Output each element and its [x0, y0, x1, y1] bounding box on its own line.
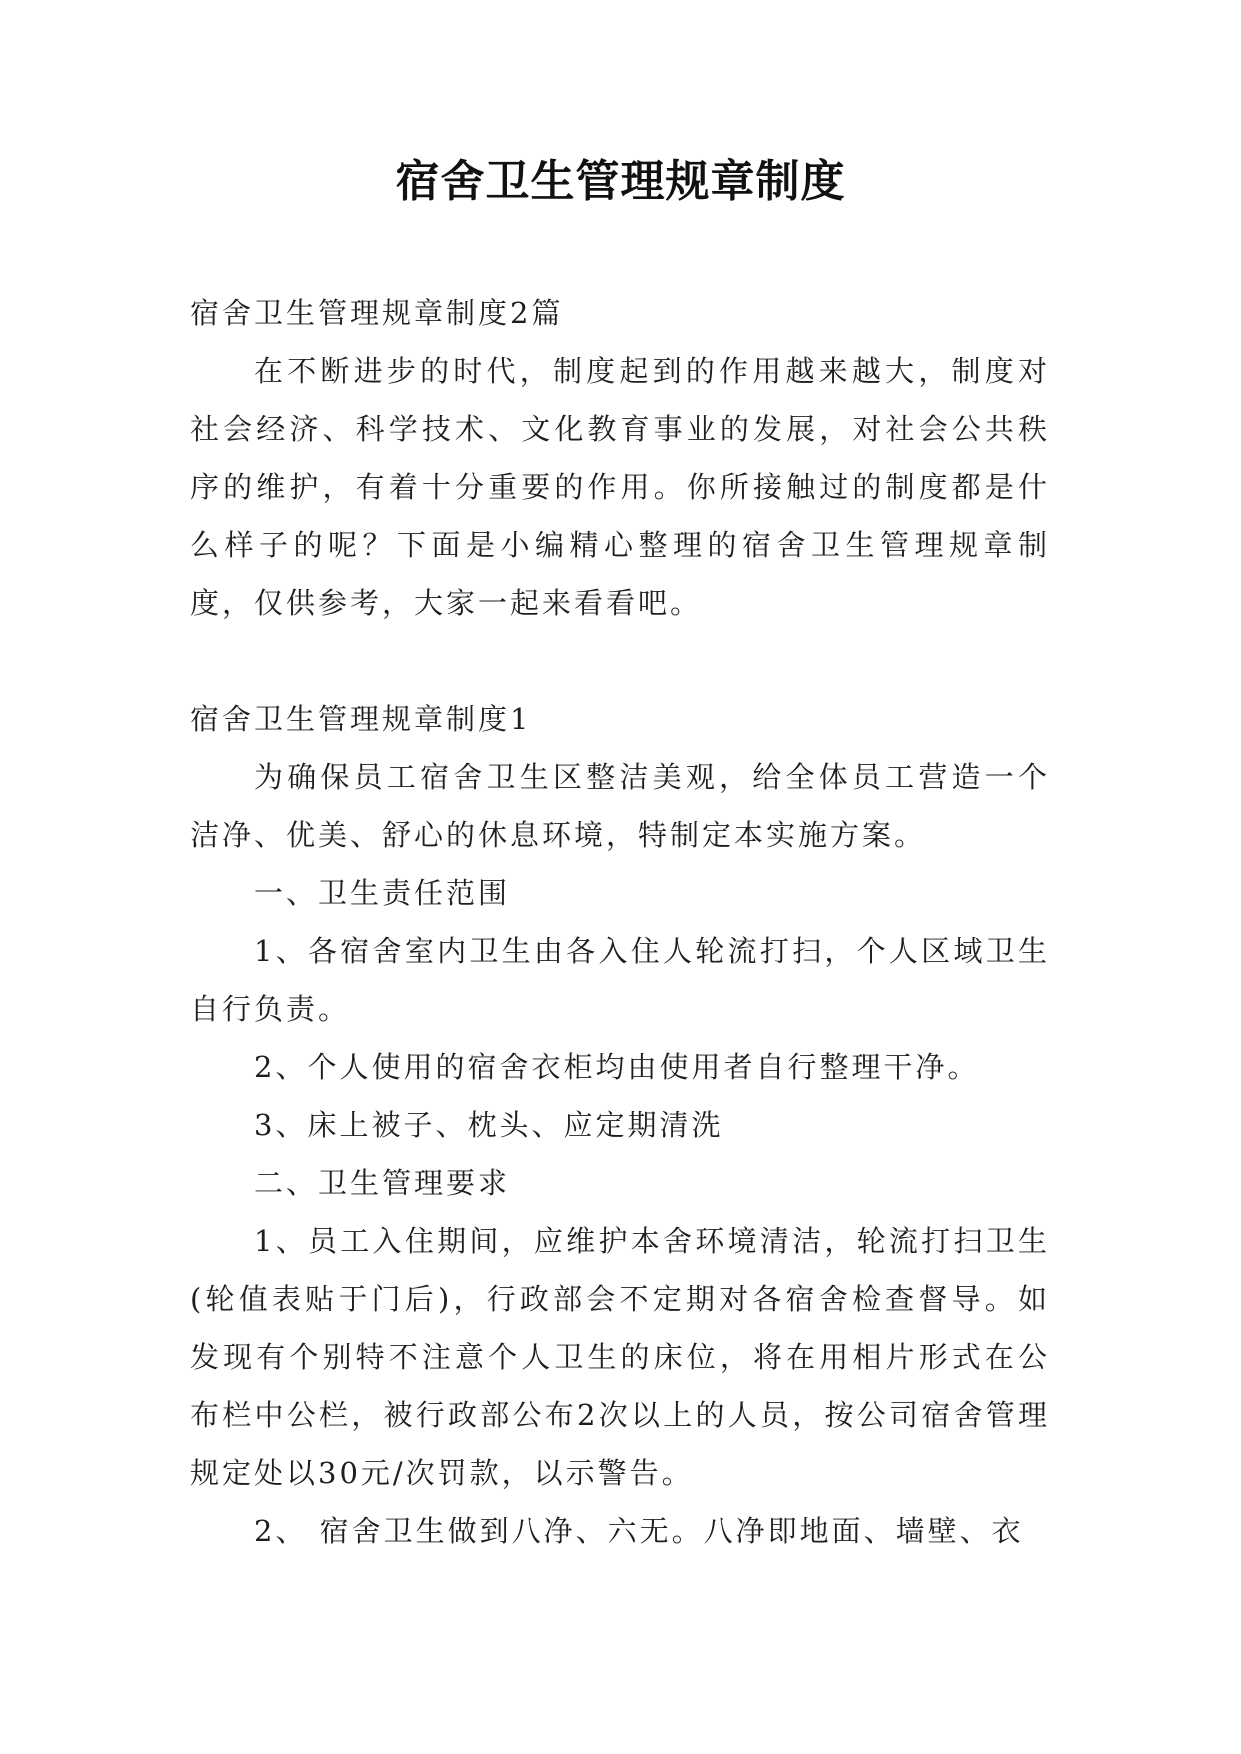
section-heading-regulation-1: 宿舍卫生管理规章制度1	[190, 702, 532, 736]
section-heading-collection: 宿舍卫生管理规章制度2篇	[190, 296, 564, 330]
list-item: 1、员工入住期间，应维护本舍环境清洁，轮流打扫卫生(轮值表贴于门后)，行政部会不定期对各宿舍检查督导。如发现有个别特不注意个人卫生的床位，将在用相片形式在公布栏中公栏，被行政部公布2次以上的人员，按公司宿舍管理规定处以30元/次罚款，以示警告。	[190, 1224, 1050, 1490]
document-body	[190, 284, 1050, 1560]
list-item: 2、 宿舍卫生做到八净、六无。八净即地面、墙壁、衣	[254, 1514, 1024, 1548]
list-item: 2、个人使用的宿舍衣柜均由使用者自行整理干净。	[254, 1050, 980, 1084]
subheading-management-requirements: 二、卫生管理要求	[254, 1166, 511, 1200]
intro-paragraph: 在不断进步的时代，制度起到的作用越来越大，制度对社会经济、科学技术、文化教育事业的发展，对社会公共秩序的维护，有着十分重要的作用。你所接触过的制度都是什么样子的呢？下面是小编精心整理的宿舍卫生管理规章制度，仅供参考，大家一起来看看吧。	[190, 354, 1050, 620]
list-item: 1、各宿舍室内卫生由各入住人轮流打扫，个人区域卫生自行负责。	[190, 934, 1050, 1026]
purpose-paragraph: 为确保员工宿舍卫生区整洁美观，给全体员工营造一个洁净、优美、舒心的休息环境，特制定本实施方案。	[190, 760, 1050, 852]
subheading-responsibility-scope: 一、卫生责任范围	[254, 876, 511, 910]
list-item: 3、床上被子、枕头、应定期清洗	[254, 1108, 724, 1142]
document-title: 宿舍卫生管理规章制度	[395, 156, 846, 207]
